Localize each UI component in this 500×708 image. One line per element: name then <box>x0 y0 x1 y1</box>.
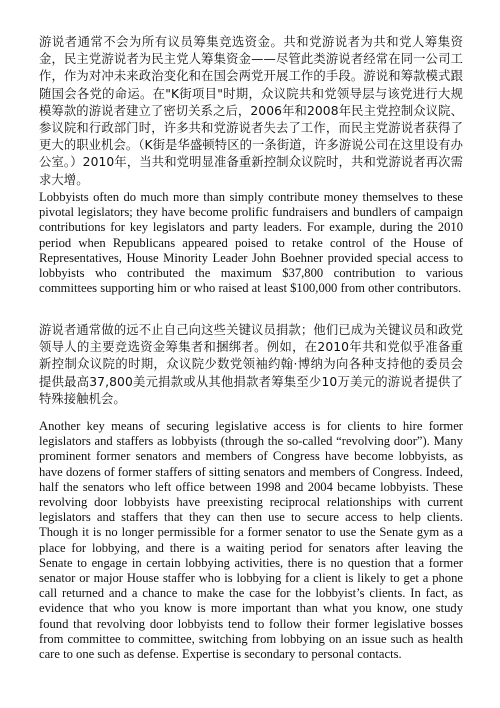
paragraph-chinese-2: 游说者通常做的远不止自己向这些关键议员捐款；他们已成为关键议员和政党领导人的主要竞选资金筹集者和捆绑者。例如，在2010年共和党似乎准备重新控制众议院的时期，众议院少数党领袖约翰·博纳为向各种支持他的委员会提供最高37,800美元捐款或从其他捐款者筹集至少10万美元的游说者提供了特殊接触机会。 <box>39 323 463 406</box>
paragraph-english-1: Lobbyists often do much more than simply contribute money themselves to these pivotal legislators; they have become prolific fundraisers and bundlers of campaign contributions for key legislators and party leaders. For example, during the 2010 period when Republicans appeared poised to retake control of the House of Representatives, House Minority Leader John Boehner provided special access to lobbyists who contributed the maximum $37,800 contribution to various committees supporting him or who raised at least $100,000 from other contributors. <box>39 190 463 296</box>
paragraph-chinese-1: 游说者通常不会为所有议员筹集竞选资金。共和党游说者为共和党人筹集资金，民主党游说者为民主党人筹集资金——尽管此类游说者经常在同一公司工作，作为对冲未来政治变化和在国会两党开展工作的手段。游说和筹款模式跟随国会各党的命运。在"K街项目"时期，众议院共和党领导层与该党进行大规模筹款的游说者建立了密切关系之后，2006年和2008年民主党控制众议院、参议院和行政部门时，许多共和党游说者失去了工作，而民主党游说者获得了更大的职业机会。（K街是华盛顿特区的一条街道，许多游说公司在这里设有办公室。）2010年，当共和党明显准备重新控制众议院时，共和党游说者再次需求大增。 <box>39 35 463 187</box>
paragraph-english-2: Another key means of securing legislative access is for clients to hire former legislators and staffers as lobbyists (through the so-called “revolving door”). Many prominent former senators and members of Congress have become lobbyists, as have dozens of former staffers of sitting senators and members of Congress. Indeed, half the senators who left office between 1998 and 2004 became lobbyists. These revolving door lobbyists have preexisting reciprocal relationships with current legislators and staffers that they can then use to secure access to help clients. Though it is no longer permissible for a former senator to use the Senate gym as a place for lobbying, and there is a waiting period for senators after leaving the Senate to engage in certain lobbying activities, there is no question that a former senator or major House staffer who is lobbying for a client is likely to get a phone call returned and a chance to make the case for the lobbyist’s clients. In fact, as evidence that who you know is more important than what you know, one study found that revolving door lobbyists tend to follow their former legislative bosses from committee to committee, switching from lobbying on an issue such as health care to one such as defense. Expertise is secondary to personal contacts. <box>39 419 463 662</box>
